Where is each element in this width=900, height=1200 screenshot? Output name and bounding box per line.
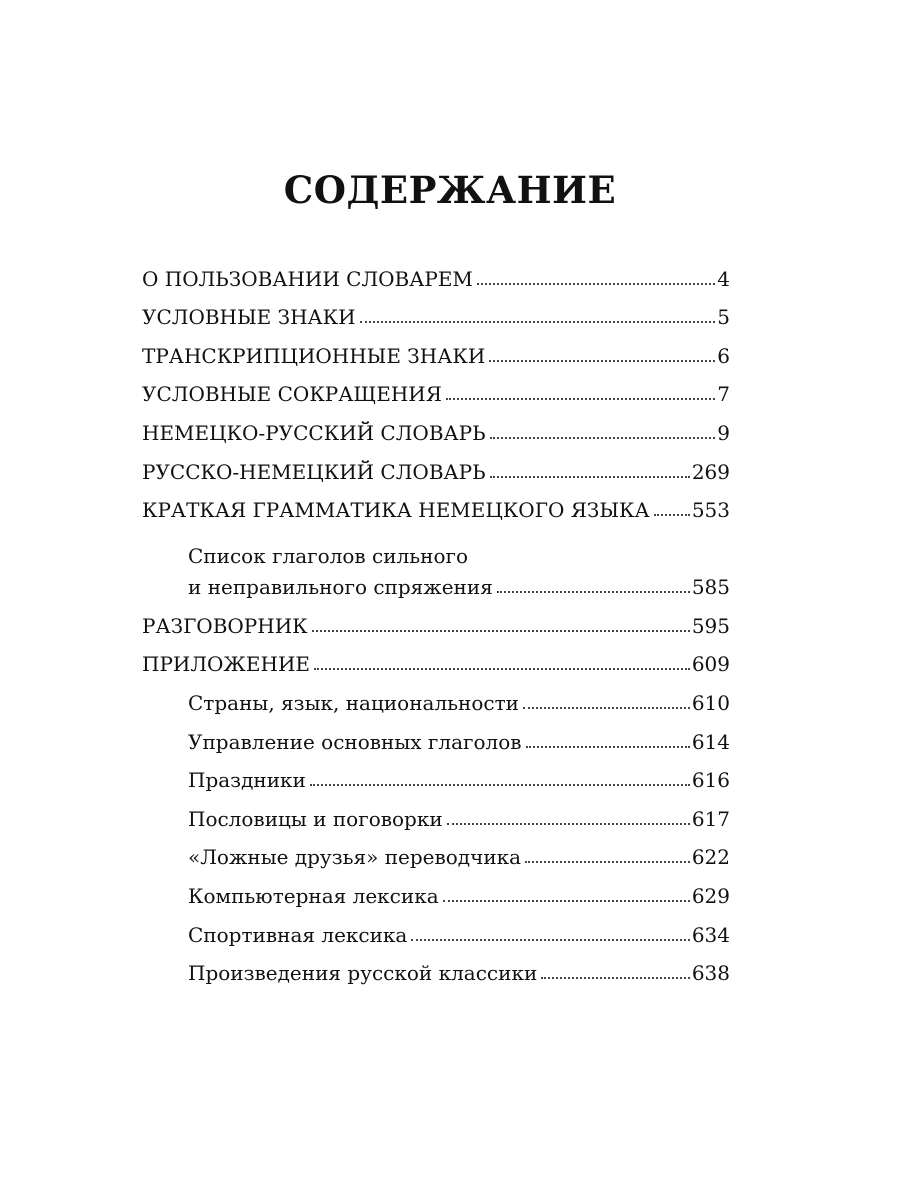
- toc-page-number: 610: [691, 690, 730, 715]
- toc-entry-label: Спортивная лексика: [188, 922, 408, 947]
- toc-entry-label-line: и неправильного спряжения: [188, 575, 493, 600]
- toc-page-number: 4: [717, 266, 730, 291]
- dot-leader: [541, 977, 690, 979]
- toc-entry-grammar[interactable]: [142, 484, 730, 523]
- toc-entry-abbreviations[interactable]: [142, 368, 730, 407]
- toc-entry-label: КРАТКАЯ ГРАММАТИКА НЕМЕЦКОГО ЯЗЫКА: [142, 498, 650, 523]
- dot-leader: [525, 861, 690, 863]
- toc-page-number: 553: [691, 498, 730, 523]
- toc-entry-label: УСЛОВНЫЕ СОКРАЩЕНИЯ: [142, 382, 442, 407]
- dot-leader: [312, 630, 690, 632]
- dot-leader: [526, 746, 690, 748]
- toc-entry-label: ПРИЛОЖЕНИЕ: [142, 652, 310, 677]
- toc-page-number: 585: [691, 575, 730, 600]
- toc-entry-label-line: Список глаголов сильного: [188, 543, 469, 568]
- toc-entry-transcription[interactable]: [142, 329, 730, 368]
- toc-page-number: 614: [691, 729, 730, 754]
- dot-leader: [446, 398, 715, 400]
- toc-entry-label: Произведения русской классики: [188, 961, 538, 986]
- toc-entry-label: Страны, язык, национальности: [188, 690, 520, 715]
- toc-entry-label: УСЛОВНЫЕ ЗНАКИ: [142, 305, 356, 330]
- dot-leader: [490, 437, 716, 439]
- table-of-contents: [142, 252, 730, 985]
- page-title: СОДЕРЖАНИЕ: [283, 168, 617, 212]
- toc-entry-usage[interactable]: [142, 252, 730, 291]
- toc-page-number: 7: [717, 382, 730, 407]
- toc-entry-label: Компьютерная лексика: [188, 883, 439, 908]
- toc-page-number: 622: [691, 845, 730, 870]
- dot-leader: [447, 823, 690, 825]
- toc-entry-verb-government[interactable]: [142, 715, 730, 754]
- dot-leader: [411, 939, 689, 941]
- toc-entry-label: РУССКО-НЕМЕЦКИЙ СЛОВАРЬ: [142, 459, 486, 484]
- dot-leader: [477, 283, 715, 285]
- toc-entry-german-russian[interactable]: [142, 406, 730, 445]
- toc-entry-holidays[interactable]: [142, 754, 730, 793]
- toc-entry-countries[interactable]: [142, 676, 730, 715]
- dot-leader: [310, 784, 690, 786]
- dot-leader: [523, 707, 690, 709]
- dot-leader: [489, 360, 715, 362]
- dot-leader: [497, 591, 690, 593]
- toc-entry-label: [188, 537, 493, 600]
- toc-page-number: 617: [691, 806, 730, 831]
- toc-entry-computer-vocabulary[interactable]: [142, 869, 730, 908]
- toc-page-number: 616: [691, 768, 730, 793]
- toc-page-number: 629: [691, 883, 730, 908]
- toc-page-number: 609: [691, 652, 730, 677]
- toc-entry-label: НЕМЕЦКО-РУССКИЙ СЛОВАРЬ: [142, 420, 486, 445]
- toc-entry-irregular-verbs[interactable]: [142, 522, 730, 599]
- dot-leader: [654, 514, 690, 516]
- dot-leader: [314, 668, 690, 670]
- toc-page-number: 595: [691, 613, 730, 638]
- toc-entry-symbols[interactable]: [142, 291, 730, 330]
- toc-entry-label: Пословицы и поговорки: [188, 806, 443, 831]
- toc-entry-proverbs[interactable]: [142, 792, 730, 831]
- toc-entry-appendix[interactable]: [142, 638, 730, 677]
- toc-entry-russian-classics[interactable]: [142, 947, 730, 986]
- toc-entry-russian-german[interactable]: [142, 445, 730, 484]
- toc-entry-false-friends[interactable]: [142, 831, 730, 870]
- toc-entry-label: Управление основных глаголов: [188, 729, 522, 754]
- toc-page-number: 9: [717, 420, 730, 445]
- toc-page-number: 638: [691, 961, 730, 986]
- toc-entry-phrasebook[interactable]: [142, 599, 730, 638]
- toc-entry-sports-vocabulary[interactable]: [142, 908, 730, 947]
- toc-entry-label: Праздники: [188, 768, 306, 793]
- toc-entry-label: РАЗГОВОРНИК: [142, 613, 308, 638]
- toc-page-number: 269: [691, 459, 730, 484]
- toc-entry-label: О ПОЛЬЗОВАНИИ СЛОВАРЕМ: [142, 266, 473, 291]
- toc-entry-label: «Ложные друзья» переводчика: [188, 845, 522, 870]
- toc-entry-label: ТРАНСКРИПЦИОННЫЕ ЗНАКИ: [142, 343, 486, 368]
- dot-leader: [490, 476, 690, 478]
- toc-page-number: 6: [717, 343, 730, 368]
- dot-leader: [443, 900, 690, 902]
- toc-page-number: 634: [691, 922, 730, 947]
- dot-leader: [360, 321, 716, 323]
- toc-page-number: 5: [717, 305, 730, 330]
